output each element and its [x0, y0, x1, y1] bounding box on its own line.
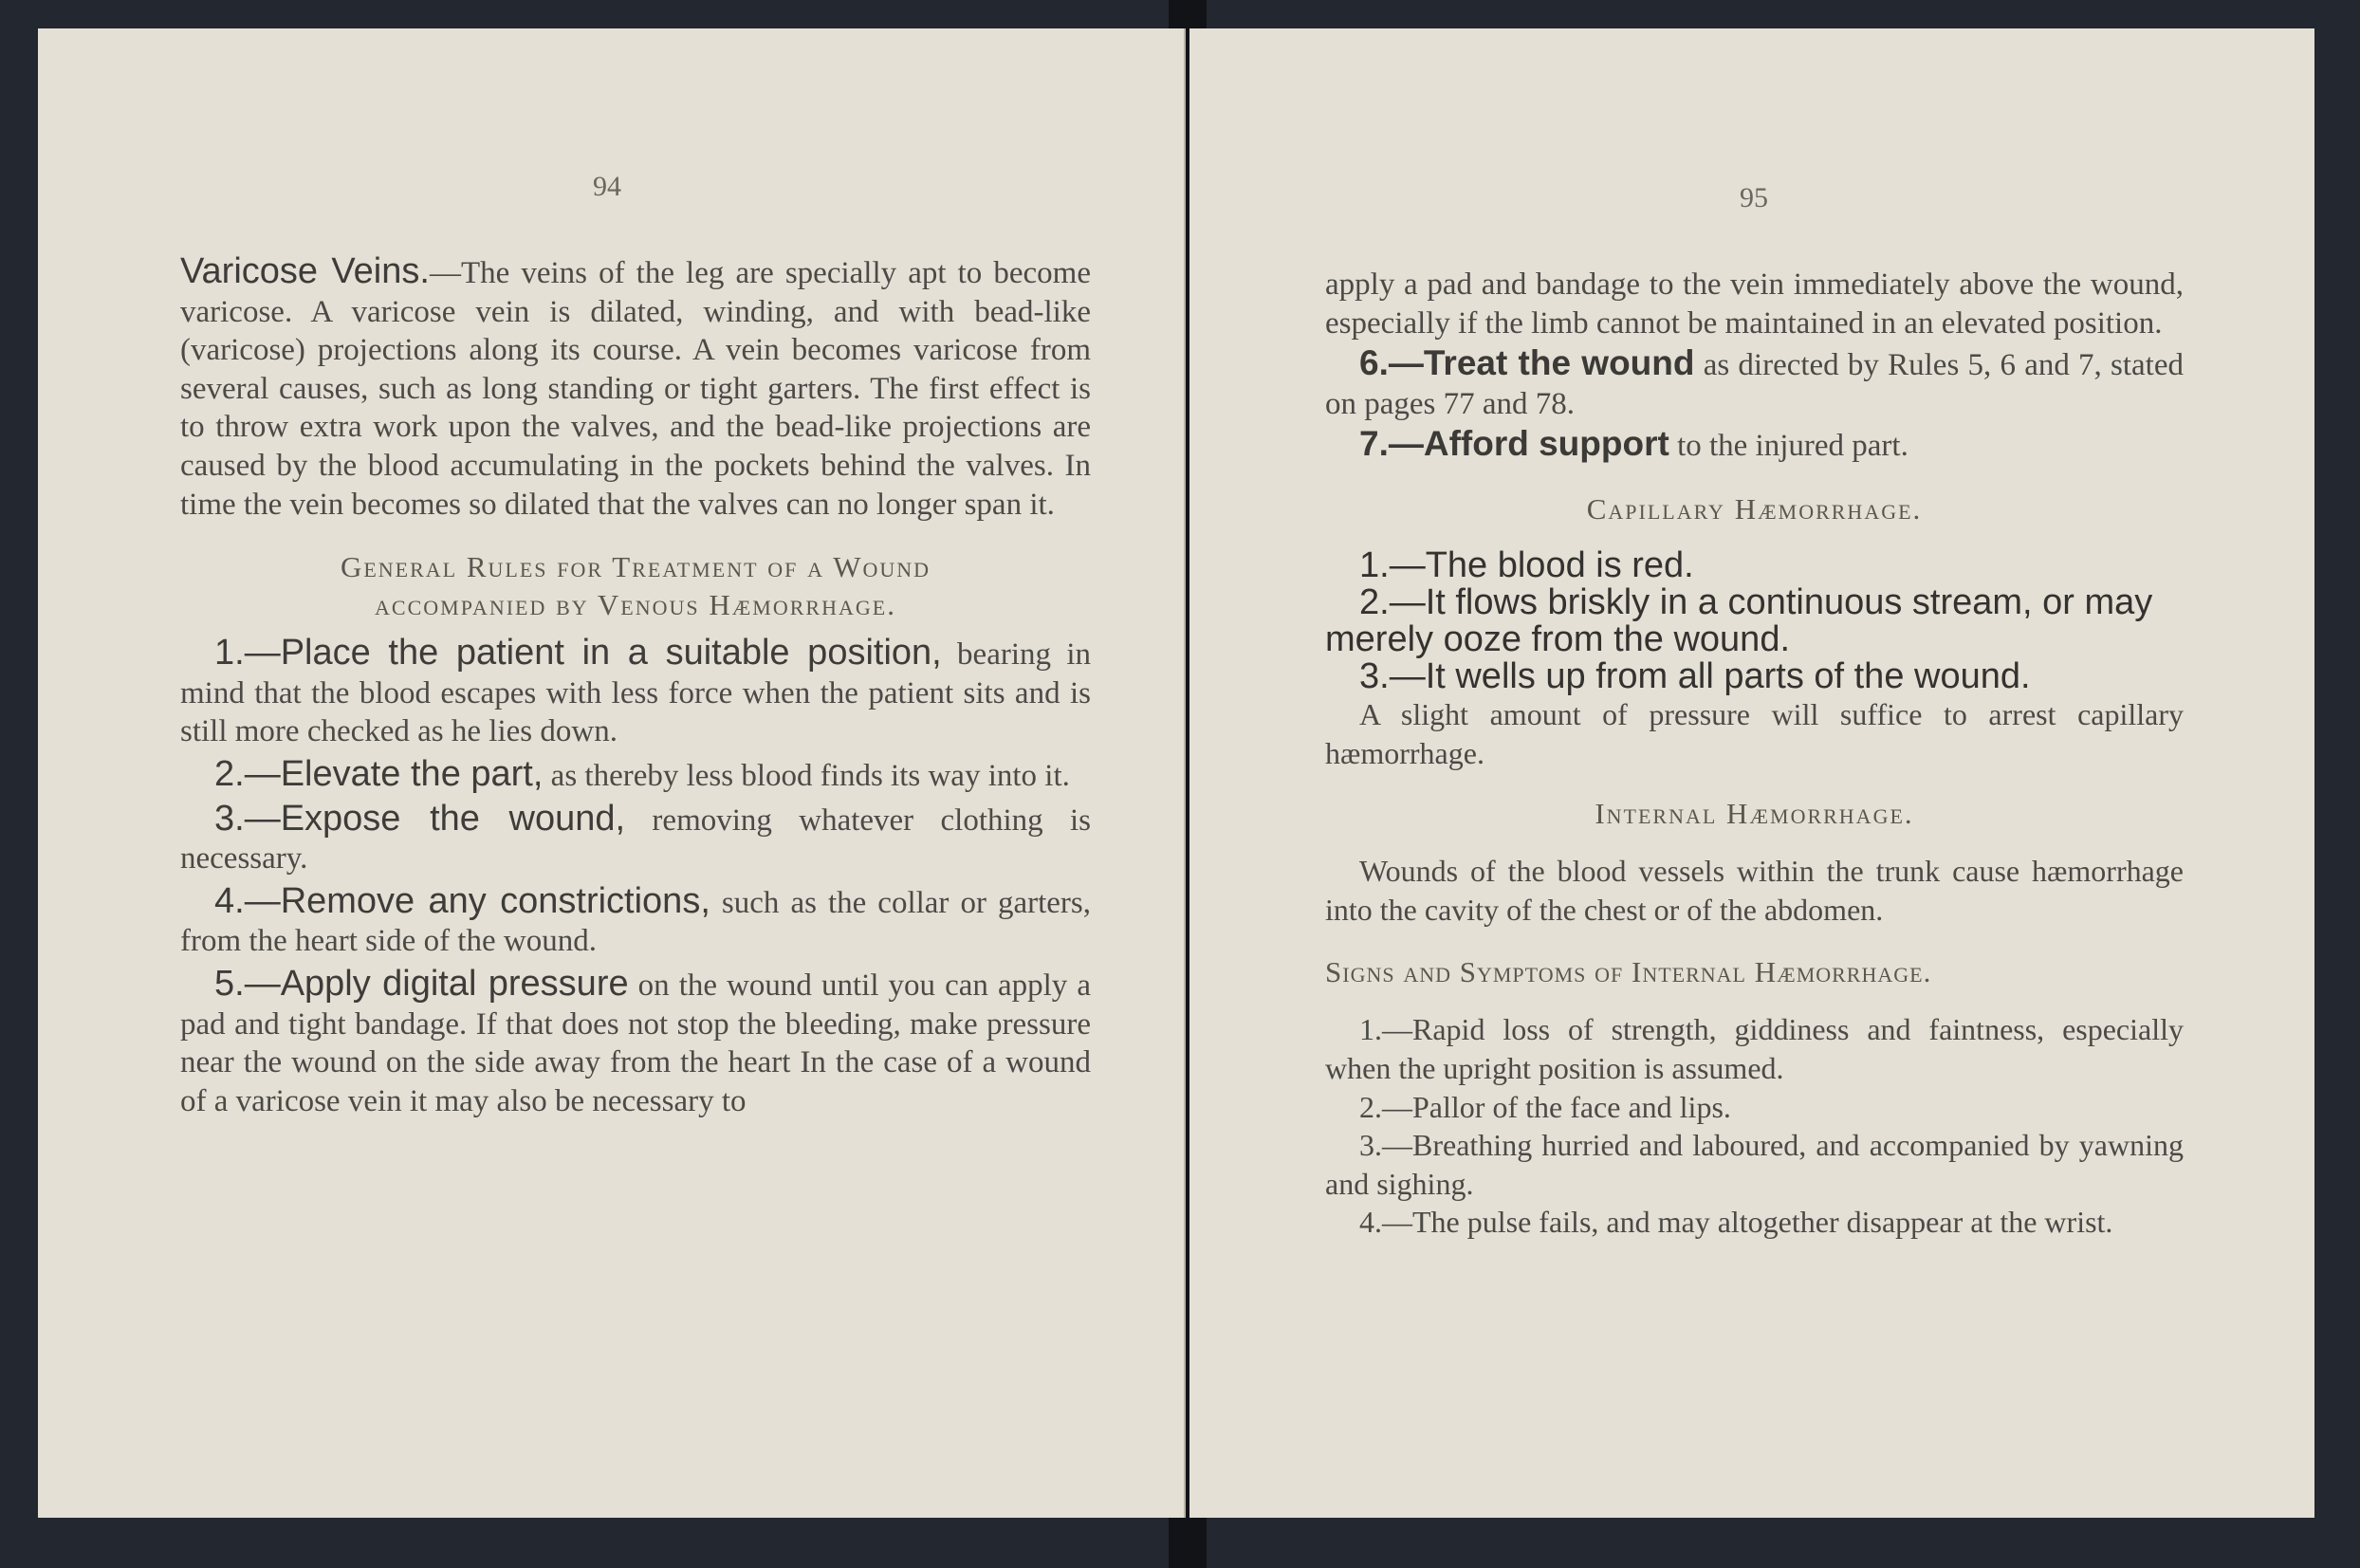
internal-paragraph: Wounds of the blood vessels within the trunk cause hæmorrhage into the cavity of the chest or of the abdomen. — [1325, 854, 2184, 927]
sign-item: 1.—Rapid loss of strength, giddiness and faintness, especially when the upright position is assumed. — [1325, 1012, 2184, 1085]
rule-item: 3.—Expose the wound, removing whatever clothing is necessary. — [180, 798, 1091, 876]
right-page — [1189, 28, 2314, 1518]
internal-heading: Internal Hæmorrhage. — [1595, 797, 1914, 831]
page-number: 95 — [1740, 182, 1768, 213]
rule-item: 4.—Remove any constrictions, such as the collar or garters, from the heart side of the wound. — [180, 880, 1092, 959]
capillary-point: 2.—It flows briskly in a continuous stream, or may merely ooze from the wound. — [1325, 581, 2153, 659]
section-heading-line: General Rules for Treatment of a Wound — [340, 550, 931, 584]
rule-item: 1.—Place the patient in a suitable position, bearing in mind that the blood escapes with less force when the patient sits and is still more checked as he lies down. — [180, 633, 1091, 749]
page-number: 94 — [593, 171, 621, 202]
rule-item: 2.—Elevate the part, as thereby less blood finds its way into it. — [214, 753, 1070, 794]
left-page — [38, 28, 1186, 1518]
varicose-veins-paragraph: Varicose Veins.—The veins of the leg are specially apt to become varicose. A varicose vein is dilated, winding, and with bead-like (varicose) projections along its course. A vein becomes varicose from several causes, such as long standing or tight garters. The first effect is to throw extra work upon the valves, and the bead-like projections are caused by the blood accumulating in the pockets behind the valves. In time the vein becomes so dilated that the valves can no longer span it. — [180, 251, 1091, 522]
sign-item: 2.—Pallor of the face and lips. — [1359, 1089, 1731, 1124]
signs-heading: Signs and Symptoms of Internal Hæmorrhage. — [1325, 955, 1932, 989]
paragraph-run-in: Varicose Veins. — [180, 251, 430, 291]
rule-item: 7.—Afford support to the injured part. — [1359, 424, 1908, 464]
capillary-point: 3.—It wells up from all parts of the wound. — [1359, 655, 2031, 696]
capillary-point: 1.—The blood is red. — [1359, 544, 1694, 585]
left-page-text — [180, 252, 1091, 1120]
capillary-note: A slight amount of pressure will suffice to arrest capillary hæmorrhage. — [1325, 696, 2184, 770]
rule-item: 6.—Treat the wound as directed by Rules 5, 6 and 7, stated on pages 77 and 78. — [1325, 343, 2184, 421]
sign-item: 4.—The pulse fails, and may altogether disappear at the wrist. — [1359, 1205, 2113, 1240]
continuation-paragraph: apply a pad and bandage to the vein immediately above the wound, especially if the limb cannot be maintained in an elevated position. — [1325, 267, 2184, 341]
section-heading-line: accompanied by Venous Hæmorrhage. — [375, 588, 896, 622]
sign-item: 3.—Breathing hurried and laboured, and accompanied by yawning and sighing. — [1325, 1128, 2184, 1201]
right-page-text — [1325, 266, 2184, 1242]
rule-item: 5.—Apply digital pressure on the wound until you can apply a pad and tight bandage. If that does not stop the bleeding, make pressure near the wound on the side away from the heart In the case of a wound of a varicose vein it may also be necessary to — [180, 963, 1091, 1118]
capillary-heading: Capillary Hæmorrhage. — [1586, 491, 1923, 526]
